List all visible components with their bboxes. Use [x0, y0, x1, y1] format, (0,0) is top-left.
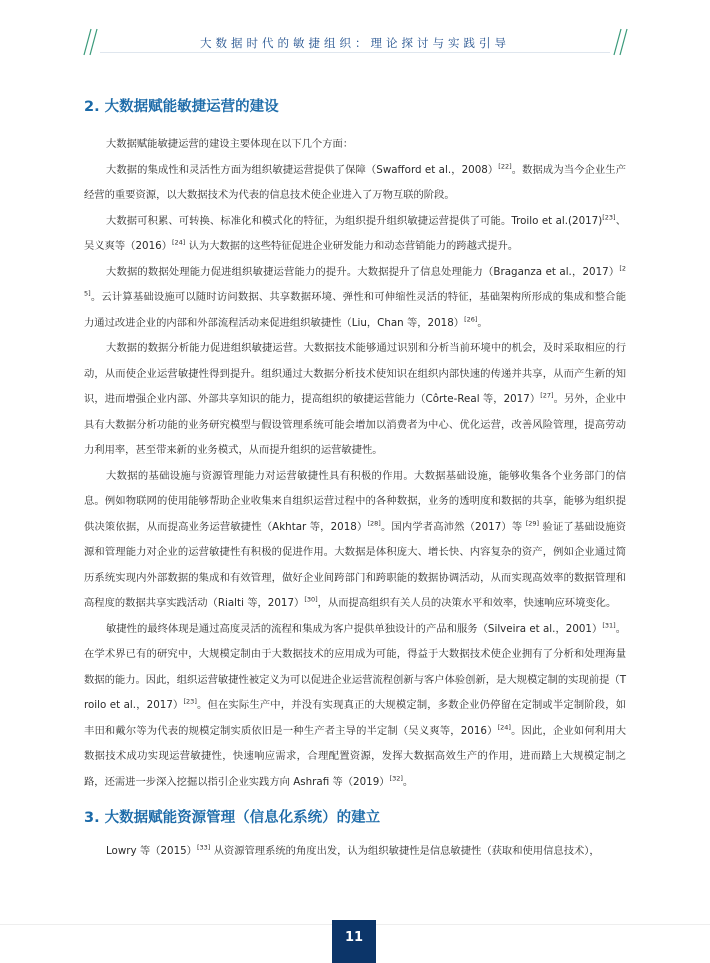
citation-ref: [24] [497, 723, 511, 732]
citation-ref: [25] [84, 264, 626, 298]
paragraph: Lowry 等（2015）[33] 从资源管理系统的角度出发，认为组织敏捷性是信息敏捷性（获取和使用信息技术）， [106, 843, 600, 857]
paragraph: 大数据的基础设施与资源管理能力对运营敏捷性具有积极的作用。大数据基础设施，能够收集各个业务部门的信息。例如物联网的使用能够帮助企业收集来自组织运营过程中的各种数据，业务的透明度和数据的共享，能够为组织提供决策依据，从而提高业务运营敏捷性（Akhtar 等，2018）[28]。国内学者高沛然（2017）等 [29] 验证了基础设施资源和管理能力对企业的运营敏捷性有积极的促进作用。大数据是体积庞大、增长快、内容复杂的资产，例如企业通过简历系统实现内外部数据的集成和有效管理，做好企业间跨部门和跨职能的数据协调活动，从而实现高效率的数据管理和高程度的数据共享实践活动（Rialti 等，2017）[30]，从而提高组织有关人员的决策水平和效率，快速响应环境变化。 [84, 469, 626, 609]
section-2-heading: 2. 大数据赋能敏捷运营的建设 [84, 99, 279, 115]
citation-ref: [29] [525, 519, 540, 528]
page-number-box [332, 920, 376, 963]
citation-ref: [24] [172, 238, 186, 247]
citation-ref: [26] [464, 315, 478, 324]
citation-ref: [23] [602, 213, 616, 222]
section-2-body [84, 132, 626, 795]
citation-ref: [31] [602, 621, 616, 630]
paragraph: 大数据赋能敏捷运营的建设主要体现在以下几个方面： [106, 138, 354, 150]
double-slash-right-icon [607, 28, 629, 56]
paragraph: 大数据的数据处理能力促进组织敏捷运营能力的提升。大数据提升了信息处理能力（Braganza et al.，2017）[25]。云计算基础设施可以随时访问数据、共享数据环境、弹性和可伸缩性灵活的特征，基础架构所形成的集成和整合能力通过改进企业的内部和外部流程活动来促进组织敏捷性（Liu，Chan 等，2018）[26]。 [84, 264, 626, 329]
page-header [0, 0, 710, 62]
citation-ref: [28] [367, 519, 381, 528]
paragraph: 大数据可积累、可转换、标准化和模式化的特征，为组织提升组织敏捷运营提供了可能。Troilo et al.(2017)[23]、吴义爽等（2016）[24] 认为大数据的这些特征促进企业研发能力和动态营销能力的跨越式提升。 [84, 213, 626, 252]
section-3-body [84, 839, 626, 865]
citation-ref: [32] [389, 774, 403, 783]
paragraph: 敏捷性的最终体现是通过高度灵活的流程和集成为客户提供单独设计的产品和服务（Silveira et al.，2001）[31]。在学术界已有的研究中，大规模定制由于大数据技术的应用成为可能，得益于大数据技术使企业拥有了分析和处理海量数据的能力。因此，组织运营敏捷性被定义为可以促进企业运营流程创新与客户体验创新，是大规模定制的实现前提（Troilo et al.，2017）[23]。但在实际生产中，并没有实现真正的大规模定制，多数企业仍停留在定制或半定制阶段，如丰田和戴尔等为代表的规模定制实质依旧是一种生产者主导的半定制（吴义爽等，2016）[24]。因此，企业如何利用大数据技术成功实现运营敏捷性，快速响应需求，合理配置资源，发挥大数据高效生产的作用，进而踏上大规模定制之路，还需进一步深入挖掘以指引企业实践方向 Ashrafi 等（2019）[32]。 [84, 621, 627, 788]
citation-ref: [22] [498, 162, 512, 171]
paragraph: 大数据的集成性和灵活性方面为组织敏捷运营提供了保障（Swafford et al.，2008）[22]。数据成为当今企业生产经营的重要资源，以大数据技术为代表的信息技术使企业进入了万物互联的阶段。 [84, 162, 626, 201]
section-3-heading: 3. 大数据赋能资源管理（信息化系统）的建立 [84, 810, 381, 826]
citation-ref: [30] [304, 595, 318, 604]
running-header-title: 大数据时代的敏捷组织：理论探讨与实践引导 [200, 36, 510, 50]
page-body [84, 97, 626, 865]
citation-ref: [23] [183, 697, 197, 706]
header-divider [100, 52, 610, 53]
citation-ref: [27] [540, 391, 554, 400]
page-number: 11 [344, 930, 364, 945]
paragraph: 大数据的数据分析能力促进组织敏捷运营。大数据技术能够通过识别和分析当前环境中的机会，及时采取相应的行动，从而使企业运营敏捷性得到提升。组织通过大数据分析技术使知识在组织内部快速的传递并共享，从而产生新的知识，进而增强企业内部、外部共享知识的能力，提高组织的敏捷运营能力（Côrte-Real 等，2017）[27]。另外，企业中具有大数据分析功能的业务研究模型与假设管理系统可能会增加以消费者为中心、优化运营，改善风险管理，提高劳动力利用率，甚至带来新的业务模式，从而提升组织的运营敏捷性。 [84, 342, 626, 456]
citation-ref: [33] [196, 843, 211, 852]
